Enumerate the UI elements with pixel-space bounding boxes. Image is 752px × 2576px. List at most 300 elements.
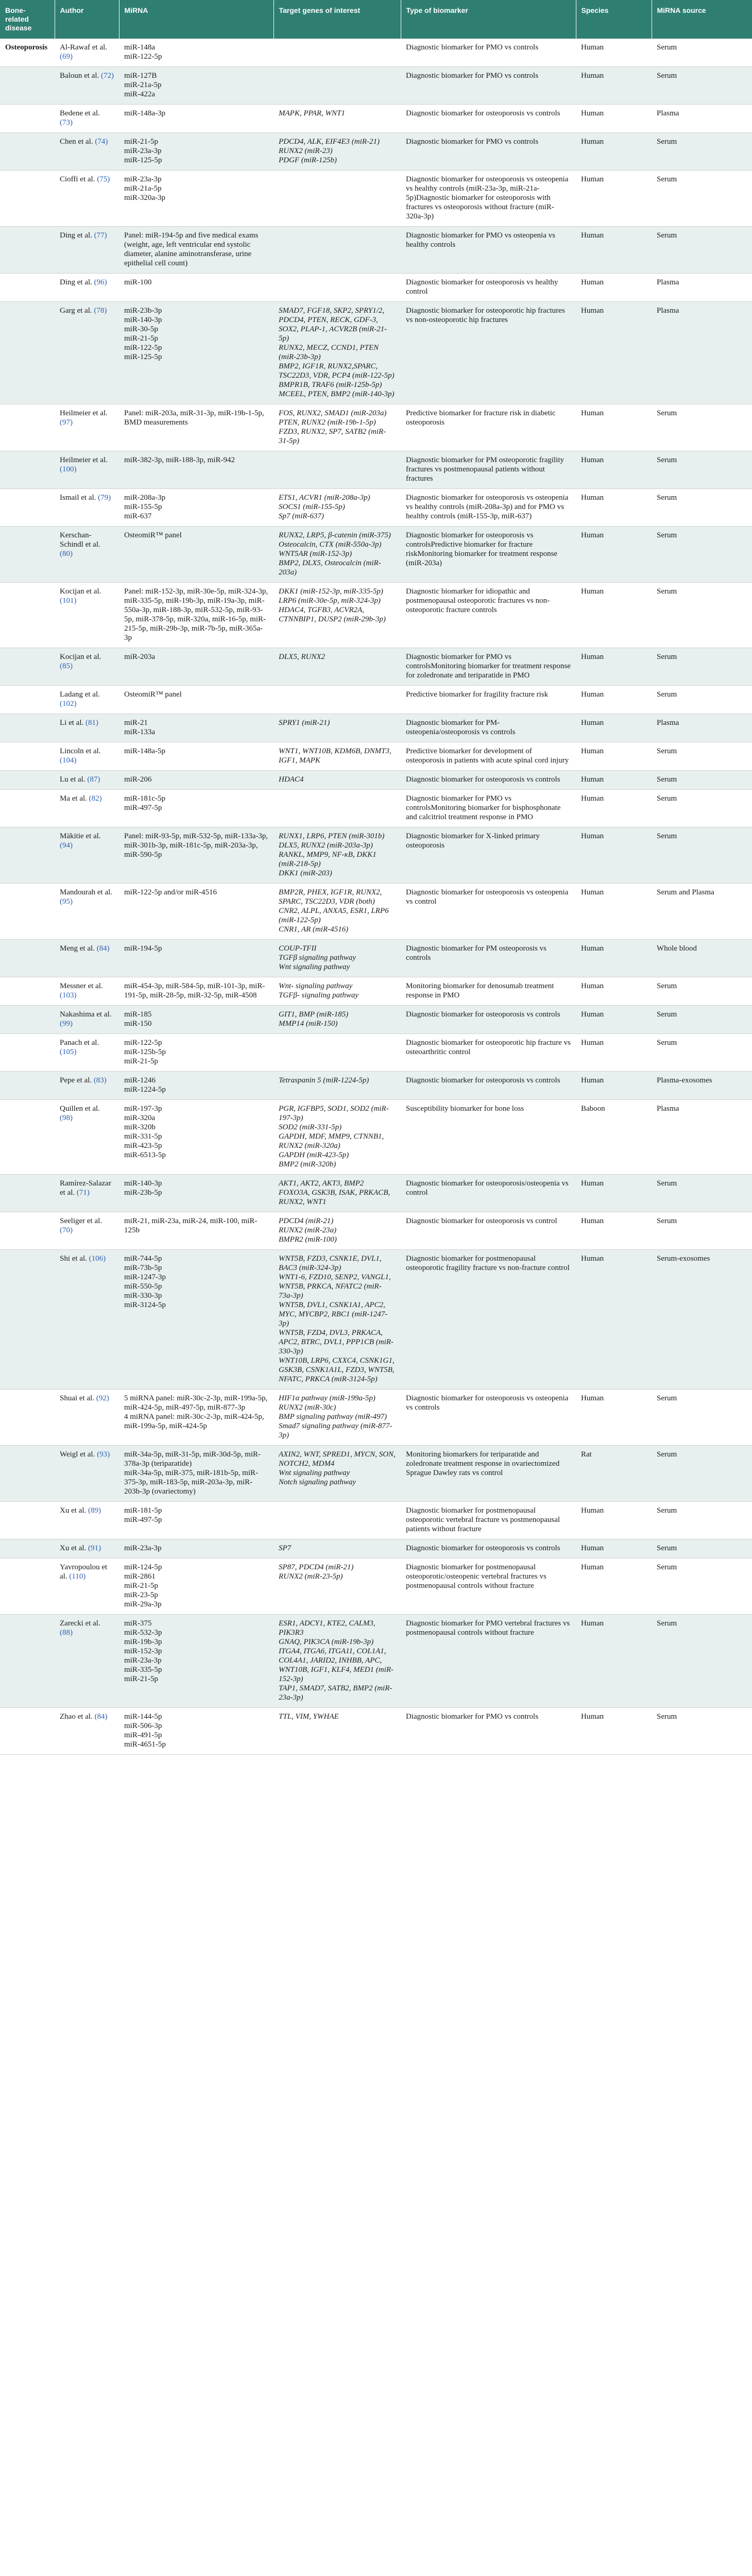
cell-species: Human xyxy=(576,105,652,133)
reference-link[interactable]: (93) xyxy=(97,1450,110,1459)
cell-mirna: miR-206 xyxy=(119,771,274,790)
cell-target-genes xyxy=(274,67,401,105)
cell-mirna: miR-140-3p miR-23b-5p xyxy=(119,1175,274,1212)
table-row xyxy=(0,1389,752,1446)
cell-mirna-source: Serum xyxy=(652,171,752,227)
cell-mirna: miR-122-5p and/or miR-4516 xyxy=(119,884,274,940)
header-author: Author xyxy=(55,0,119,39)
cell-mirna-source: Serum xyxy=(652,489,752,527)
cell-disease xyxy=(0,1708,55,1755)
header-source: MiRNA source xyxy=(652,0,752,39)
cell-mirna: Panel: miR-194-5p and five medical exams (weight, age, left ventricular end systolic diameter, alanine aminotransferase, urine epithelial cell count) xyxy=(119,227,274,274)
cell-target-genes: WNT1, WNT10B, KDM6B, DNMT3, IGF1, MAPK xyxy=(274,742,401,771)
cell-biomarker-type: Predictive biomarker for fragility fracture risk xyxy=(401,686,576,714)
cell-target-genes: BMP2R, PHEX, IGF1R, RUNX2, SPARC, TSC22D3, VDR (both) CNR2, ALPL, ANXA5, ESR1, LRP6 (miR-122-5p) CNR1, AR (miR-4516) xyxy=(274,884,401,940)
reference-link[interactable]: (89) xyxy=(88,1506,101,1515)
table-row xyxy=(0,583,752,648)
author-name: Ma et al. xyxy=(60,794,87,803)
table-row xyxy=(0,1175,752,1212)
cell-mirna: miR-21, miR-23a, miR-24, miR-100, miR-125b xyxy=(119,1212,274,1250)
cell-mirna-source: Serum-exosomes xyxy=(652,1250,752,1389)
author-name: Yavropoulou et al. xyxy=(60,1563,108,1581)
author-name: Ismail et al. xyxy=(60,494,96,502)
cell-author xyxy=(55,1100,119,1175)
cell-mirna-source: Plasma xyxy=(652,302,752,404)
reference-link[interactable]: (84) xyxy=(96,944,110,953)
cell-target-genes: FOS, RUNX2, SMAD1 (miR-203a) PTEN, RUNX2 (miR-19b-1-5p) FZD3, RUNX2, SP7, SATB2 (miR-31-5p) xyxy=(274,404,401,451)
reference-link[interactable]: (87) xyxy=(87,775,100,784)
author-name: Kocijan et al. xyxy=(60,587,101,596)
reference-link[interactable]: (110) xyxy=(69,1572,86,1581)
cell-biomarker-type: Diagnostic biomarker for postmenopausal osteoporotic vertebral fracture vs postmenopausal patients without fracture xyxy=(401,1502,576,1539)
reference-link[interactable]: (80) xyxy=(60,550,73,558)
cell-mirna: 5 miRNA panel: miR-30c-2-3p, miR-199a-5p, miR-424-5p, miR-497-5p, miR-877-3p 4 miRNA panel: miR-30c-2-3p, miR-424-5p, miR-199a-5p, miR-424-5p xyxy=(119,1389,274,1446)
cell-target-genes: COUP-TFII TGFβ signaling pathway Wnt signaling pathway xyxy=(274,940,401,977)
cell-biomarker-type: Predictive biomarker for fracture risk in diabetic osteoporosis xyxy=(401,404,576,451)
table-row xyxy=(0,489,752,527)
cell-disease xyxy=(0,1250,55,1389)
reference-link[interactable]: (77) xyxy=(94,231,107,240)
cell-author xyxy=(55,648,119,686)
cell-biomarker-type: Diagnostic biomarker for PMO vs controlsMonitoring biomarker for treatment response for zoledronate and teriparatide in PMO xyxy=(401,648,576,686)
reference-link[interactable]: (70) xyxy=(60,1226,73,1234)
reference-link[interactable]: (81) xyxy=(85,719,98,727)
reference-link[interactable]: (106) xyxy=(89,1255,106,1263)
cell-disease xyxy=(0,527,55,583)
table-row xyxy=(0,67,752,105)
cell-mirna-source: Serum xyxy=(652,827,752,884)
cell-mirna: miR-194-5p xyxy=(119,940,274,977)
cell-author xyxy=(55,451,119,489)
author-name: Xu et al. xyxy=(60,1544,87,1552)
author-name: Messner et al. xyxy=(60,982,103,990)
cell-target-genes: SP7 xyxy=(274,1539,401,1558)
cell-biomarker-type: Predictive biomarker for development of osteoporosis in patients with acute spinal cord injury xyxy=(401,742,576,771)
header-biomarker: Type of biomarker xyxy=(401,0,576,39)
cell-biomarker-type: Diagnostic biomarker for osteoporosis vs healthy control xyxy=(401,274,576,302)
author-name: Kerschan-Schindl et al. xyxy=(60,531,100,549)
cell-species: Human xyxy=(576,1034,652,1072)
cell-species: Human xyxy=(576,1615,652,1708)
cell-mirna-source: Serum xyxy=(652,404,752,451)
cell-target-genes xyxy=(274,1034,401,1072)
cell-mirna: miR-1246 miR-1224-5p xyxy=(119,1072,274,1100)
cell-biomarker-type: Diagnostic biomarker for osteoporosis vs control xyxy=(401,1212,576,1250)
cell-mirna: miR-148a-3p xyxy=(119,105,274,133)
author-name: Nakashima et al. xyxy=(60,1010,112,1019)
cell-author xyxy=(55,714,119,742)
author-name: Heilmeier et al. xyxy=(60,456,108,464)
cell-target-genes: Tetraspanin 5 (miR-1224-5p) xyxy=(274,1072,401,1100)
cell-biomarker-type: Diagnostic biomarker for PMO vs controls xyxy=(401,39,576,67)
cell-species: Human xyxy=(576,227,652,274)
author-name: Zarecki et al. xyxy=(60,1619,100,1628)
cell-mirna-source: Plasma xyxy=(652,1100,752,1175)
cell-biomarker-type: Diagnostic biomarker for PMO vs controls xyxy=(401,133,576,171)
cell-author xyxy=(55,686,119,714)
table-row xyxy=(0,714,752,742)
reference-link[interactable]: (72) xyxy=(100,72,114,80)
cell-target-genes: SPRY1 (miR-21) xyxy=(274,714,401,742)
cell-disease xyxy=(0,1446,55,1502)
cell-mirna: miR-454-3p, miR-584-5p, miR-101-3p, miR-191-5p, miR-28-5p, miR-32-5p, miR-4508 xyxy=(119,977,274,1006)
table-row xyxy=(0,1558,752,1615)
author-name: Panach et al. xyxy=(60,1039,99,1047)
cell-target-genes: SP87, PDCD4 (miR-21) RUNX2 (miR-23-5p) xyxy=(274,1558,401,1615)
cell-mirna: miR-197-3p miR-320a miR-320b miR-331-5p miR-423-5p miR-6513-5p xyxy=(119,1100,274,1175)
cell-biomarker-type: Diagnostic biomarker for osteoporotic hip fractures vs non-osteoporotic hip fractures xyxy=(401,302,576,404)
cell-disease xyxy=(0,1615,55,1708)
cell-biomarker-type: Diagnostic biomarker for PM osteoporosis vs controls xyxy=(401,940,576,977)
reference-link[interactable]: (105) xyxy=(60,1048,77,1056)
cell-target-genes: DKK1 (miR-152-3p, miR-335-5p) LRP6 (miR-30e-5p, miR-324-3p) HDAC4, TGFB3, ACVR2A, CTNNBIP1, DUSP2 (miR-29b-3p) xyxy=(274,583,401,648)
reference-link[interactable]: (84) xyxy=(94,1713,108,1721)
cell-mirna: Panel: miR-93-5p, miR-532-5p, miR-133a-3p, miR-301b-3p, miR-181c-5p, miR-203a-3p, miR-590-5p xyxy=(119,827,274,884)
author-name: Weigl et al. xyxy=(60,1450,95,1459)
cell-biomarker-type: Diagnostic biomarker for osteoporosis vs controls xyxy=(401,1539,576,1558)
cell-target-genes: DLX5, RUNX2 xyxy=(274,648,401,686)
cell-disease xyxy=(0,1502,55,1539)
cell-species: Human xyxy=(576,1212,652,1250)
author-name: Lincoln et al. xyxy=(60,747,101,755)
cell-biomarker-type: Diagnostic biomarker for osteoporosis vs controlsPredictive biomarker for fracture riskMonitoring biomarker for treatment response (miR-203a) xyxy=(401,527,576,583)
cell-author xyxy=(55,1708,119,1755)
cell-mirna: miR-148a-5p xyxy=(119,742,274,771)
author-name: Kocijan et al. xyxy=(60,653,101,661)
cell-mirna: miR-181c-5p miR-497-5p xyxy=(119,790,274,827)
table-row xyxy=(0,1539,752,1558)
cell-author xyxy=(55,1250,119,1389)
cell-target-genes: RUNX1, LRP6, PTEN (miR-301b) DLX5, RUNX2 (miR-203a-3p) RANKL, MMP9, NF-κB, DKK1 (miR-218-5p) DKK1 (miR-203) xyxy=(274,827,401,884)
table-row xyxy=(0,884,752,940)
cell-target-genes: PDCD4, ALK, EIF4E3 (miR-21) RUNX2 (miR-23) PDGF (miR-125b) xyxy=(274,133,401,171)
cell-species: Human xyxy=(576,451,652,489)
cell-mirna-source: Serum xyxy=(652,648,752,686)
table-row xyxy=(0,742,752,771)
cell-disease xyxy=(0,105,55,133)
cell-species: Human xyxy=(576,1175,652,1212)
cell-biomarker-type: Diagnostic biomarker for PMO vs controls xyxy=(401,1708,576,1755)
cell-author xyxy=(55,67,119,105)
cell-mirna: miR-208a-3p miR-155-5p miR-637 xyxy=(119,489,274,527)
cell-disease xyxy=(0,648,55,686)
author-name: Chen et al. xyxy=(60,138,93,146)
reference-link[interactable]: (83) xyxy=(93,1076,107,1084)
cell-author xyxy=(55,790,119,827)
table-row xyxy=(0,1708,752,1755)
cell-disease xyxy=(0,1006,55,1034)
cell-target-genes: SMAD7, FGF18, SKP2, SPRY1/2, PDCD4, PTEN, RECK, GDF-3, SOX2, PLAP-1, ACVR2B (miR-21-5p) RUNX2, MECZ, CCND1, PTEN (miR-23b-3p) BMP2, IGF1R, RUNX2,SPARC, TSC22D3, VDR, PCP4 (miR-122-5p) BMPR1B, TRAF6 (miR-125b-5p) MCEEL, PTEN, BMP2 (miR-140-3p) xyxy=(274,302,401,404)
cell-species: Human xyxy=(576,404,652,451)
cell-author xyxy=(55,940,119,977)
cell-biomarker-type: Diagnostic biomarker for osteoporosis vs controls xyxy=(401,1006,576,1034)
reference-link[interactable]: (103) xyxy=(60,991,77,999)
cell-mirna: miR-144-5p miR-506-3p miR-491-5p miR-4651-5p xyxy=(119,1708,274,1755)
cell-mirna: OsteomiR™ panel xyxy=(119,527,274,583)
cell-disease xyxy=(0,1212,55,1250)
cell-author xyxy=(55,771,119,790)
cell-disease xyxy=(0,714,55,742)
cell-mirna-source: Serum xyxy=(652,1212,752,1250)
cell-mirna: miR-185 miR-150 xyxy=(119,1006,274,1034)
reference-link[interactable]: (75) xyxy=(97,175,110,183)
author-name: Baloun et al. xyxy=(60,72,99,80)
table-header xyxy=(0,0,752,39)
table-row xyxy=(0,1250,752,1389)
cell-biomarker-type: Diagnostic biomarker for PM osteoporotic fragility fractures vs postmenopausal patients without fractures xyxy=(401,451,576,489)
reference-link[interactable]: (69) xyxy=(60,53,73,61)
reference-link[interactable]: (99) xyxy=(60,1020,73,1028)
table-row xyxy=(0,1502,752,1539)
cell-biomarker-type: Diagnostic biomarker for PM-osteopenia/osteoporosis vs controls xyxy=(401,714,576,742)
cell-disease xyxy=(0,884,55,940)
cell-species: Human xyxy=(576,686,652,714)
reference-link[interactable]: (71) xyxy=(76,1189,90,1197)
cell-mirna-source: Plasma xyxy=(652,714,752,742)
cell-biomarker-type: Diagnostic biomarker for PMO vertebral fractures vs postmenopausal controls without fracture xyxy=(401,1615,576,1708)
cell-species: Human xyxy=(576,1072,652,1100)
cell-target-genes xyxy=(274,171,401,227)
cell-mirna-source: Plasma xyxy=(652,105,752,133)
cell-biomarker-type: Monitoring biomarkers for teriparatide and zoledronate treatment response in ovariectomized Sprague Dawley rats vs control xyxy=(401,1446,576,1502)
table-row xyxy=(0,1615,752,1708)
cell-biomarker-type: Diagnostic biomarker for osteoporotic hip fracture vs osteoarthritic control xyxy=(401,1034,576,1072)
cell-author xyxy=(55,404,119,451)
cell-author xyxy=(55,1558,119,1615)
reference-link[interactable]: (96) xyxy=(94,278,107,286)
cell-target-genes xyxy=(274,1502,401,1539)
cell-mirna-source: Serum xyxy=(652,1502,752,1539)
reference-link[interactable]: (102) xyxy=(60,700,77,708)
cell-author xyxy=(55,884,119,940)
table-row xyxy=(0,827,752,884)
cell-species: Human xyxy=(576,742,652,771)
table-row xyxy=(0,790,752,827)
cell-target-genes: PGR, IGFBP5, SOD1, SOD2 (miR-197-3p) SOD2 (miR-331-5p) GAPDH, MDF, MMP9, CTNNB1, RUNX2 (miR-320a) GAPDH (miR-423-5p) BMP2 (miR-320b) xyxy=(274,1100,401,1175)
cell-species: Human xyxy=(576,67,652,105)
cell-mirna-source: Serum xyxy=(652,686,752,714)
table-row xyxy=(0,1034,752,1072)
cell-author xyxy=(55,1539,119,1558)
cell-author xyxy=(55,583,119,648)
cell-species: Human xyxy=(576,827,652,884)
cell-species: Human xyxy=(576,133,652,171)
cell-species: Human xyxy=(576,790,652,827)
reference-link[interactable]: (79) xyxy=(98,494,111,502)
table-row xyxy=(0,105,752,133)
table-row xyxy=(0,1212,752,1250)
reference-link[interactable]: (85) xyxy=(60,662,73,670)
cell-author xyxy=(55,742,119,771)
cell-disease xyxy=(0,489,55,527)
cell-target-genes xyxy=(274,39,401,67)
table-row xyxy=(0,527,752,583)
cell-mirna: miR-23b-3p miR-140-3p miR-30-5p miR-21-5p miR-122-5p miR-125-5p xyxy=(119,302,274,404)
cell-mirna-source: Serum xyxy=(652,771,752,790)
cell-species: Human xyxy=(576,1558,652,1615)
table-row xyxy=(0,977,752,1006)
cell-mirna: miR-21 miR-133a xyxy=(119,714,274,742)
cell-biomarker-type: Diagnostic biomarker for osteoporosis vs controls xyxy=(401,771,576,790)
cell-target-genes: HDAC4 xyxy=(274,771,401,790)
cell-target-genes xyxy=(274,451,401,489)
author-name: Shuai et al. xyxy=(60,1394,95,1402)
table-row xyxy=(0,940,752,977)
cell-mirna-source: Serum xyxy=(652,742,752,771)
cell-disease xyxy=(0,404,55,451)
header-mirna: MiRNA xyxy=(119,0,274,39)
cell-mirna-source: Serum and Plasma xyxy=(652,884,752,940)
cell-mirna-source: Serum xyxy=(652,1708,752,1755)
reference-link[interactable]: (101) xyxy=(60,597,77,605)
cell-mirna-source: Plasma-exosomes xyxy=(652,1072,752,1100)
author-name: Mäkitie et al. xyxy=(60,832,101,840)
author-name: Shi et al. xyxy=(60,1255,87,1263)
cell-mirna-source: Serum xyxy=(652,583,752,648)
cell-biomarker-type: Monitoring biomarker for denosumab treatment response in PMO xyxy=(401,977,576,1006)
cell-author xyxy=(55,39,119,67)
cell-species: Human xyxy=(576,1389,652,1446)
cell-disease xyxy=(0,742,55,771)
cell-biomarker-type: Diagnostic biomarker for osteoporosis vs controls xyxy=(401,105,576,133)
cell-disease xyxy=(0,227,55,274)
table-row xyxy=(0,39,752,67)
cell-mirna: miR-148a miR-122-5p xyxy=(119,39,274,67)
cell-mirna-source: Serum xyxy=(652,527,752,583)
reference-link[interactable]: (95) xyxy=(60,897,73,906)
cell-mirna: miR-34a-5p, miR-31-5p, miR-30d-5p, miR-378a-3p (teriparatide) miR-34a-5p, miR-375, miR-181b-5p, miR-375-3p, miR-183-5p, miR-203a-3p, miR-203b-3p (ovariectomy) xyxy=(119,1446,274,1502)
author-name: Ding et al. xyxy=(60,278,92,286)
cell-target-genes: RUNX2, LRP5, β-catenin (miR-375) Osteocalcin, CTX (miR-550a-3p) WNT5AR (miR-152-3p) BMP2, DLX5, Osteocalcin (miR-203a) xyxy=(274,527,401,583)
reference-link[interactable]: (94) xyxy=(60,841,73,850)
cell-mirna-source: Whole blood xyxy=(652,940,752,977)
cell-mirna: miR-375 miR-532-3p miR-19b-3p miR-152-3p miR-23a-3p miR-335-5p miR-21-5p xyxy=(119,1615,274,1708)
cell-target-genes xyxy=(274,686,401,714)
table-row xyxy=(0,1100,752,1175)
cell-disease xyxy=(0,67,55,105)
cell-biomarker-type: Diagnostic biomarker for PMO vs controls xyxy=(401,67,576,105)
cell-target-genes: PDCD4 (miR-21) RUNX2 (miR-23a) BMPR2 (miR-100) xyxy=(274,1212,401,1250)
table-row xyxy=(0,227,752,274)
cell-author xyxy=(55,302,119,404)
cell-disease xyxy=(0,827,55,884)
author-name: Seeliger et al. xyxy=(60,1217,102,1225)
cell-target-genes: GIT1, BMP (miR-185) MMP14 (miR-150) xyxy=(274,1006,401,1034)
reference-link[interactable]: (73) xyxy=(60,118,73,127)
cell-mirna: miR-23a-3p miR-21a-5p miR-320a-3p xyxy=(119,171,274,227)
reference-link[interactable]: (91) xyxy=(88,1544,101,1552)
cell-mirna-source: Serum xyxy=(652,227,752,274)
cell-author xyxy=(55,227,119,274)
cell-biomarker-type: Diagnostic biomarker for osteoporosis vs osteopenia vs controls xyxy=(401,1389,576,1446)
cell-author xyxy=(55,274,119,302)
reference-link[interactable]: (104) xyxy=(60,756,77,765)
table-row xyxy=(0,1446,752,1502)
reference-link[interactable]: (74) xyxy=(95,138,108,146)
cell-species: Human xyxy=(576,489,652,527)
cell-mirna-source: Serum xyxy=(652,1175,752,1212)
reference-link[interactable]: (97) xyxy=(60,418,73,427)
cell-species: Human xyxy=(576,274,652,302)
cell-biomarker-type: Diagnostic biomarker for osteoporosis/osteopenia vs control xyxy=(401,1175,576,1212)
cell-disease xyxy=(0,274,55,302)
cell-mirna: OsteomiR™ panel xyxy=(119,686,274,714)
reference-link[interactable]: (82) xyxy=(89,794,102,803)
table-row xyxy=(0,302,752,404)
cell-author xyxy=(55,105,119,133)
table-row xyxy=(0,1072,752,1100)
cell-disease xyxy=(0,790,55,827)
cell-mirna: miR-203a xyxy=(119,648,274,686)
cell-species: Human xyxy=(576,714,652,742)
author-name: Garg et al. xyxy=(60,307,92,315)
cell-author xyxy=(55,527,119,583)
reference-link[interactable]: (100) xyxy=(60,465,77,473)
cell-mirna-source: Serum xyxy=(652,977,752,1006)
cell-mirna-source: Serum xyxy=(652,1034,752,1072)
cell-biomarker-type: Susceptibility biomarker for bone loss xyxy=(401,1100,576,1175)
cell-mirna: miR-744-5p miR-73b-5p miR-1247-3p miR-550-5p miR-330-3p miR-3124-5p xyxy=(119,1250,274,1389)
author-name: Ramírez-Salazar et al. xyxy=(60,1179,111,1197)
header-disease: Bone-related disease xyxy=(0,0,55,39)
cell-mirna-source: Serum xyxy=(652,1006,752,1034)
cell-species: Human xyxy=(576,1539,652,1558)
cell-biomarker-type: Diagnostic biomarker for postmenopausal osteoporotic/osteopenic vertebral fractures vs postmenopausal controls without fracture xyxy=(401,1558,576,1615)
cell-biomarker-type: Diagnostic biomarker for osteoporosis vs osteopenia vs healthy controls (miR-23a-3p, miR-21a-5p)Diagnostic biomarker for osteoporosis with fractures vs osteoporosis without fracture (miR-320a-3p) xyxy=(401,171,576,227)
cell-mirna: miR-122-5p miR-125b-5p miR-21-5p xyxy=(119,1034,274,1072)
cell-species: Human xyxy=(576,527,652,583)
cell-mirna: miR-21-5p miR-23a-3p miR-125-5p xyxy=(119,133,274,171)
table-row xyxy=(0,171,752,227)
cell-author xyxy=(55,489,119,527)
header-species: Species xyxy=(576,0,652,39)
cell-mirna-source: Serum xyxy=(652,1446,752,1502)
cell-biomarker-type: Diagnostic biomarker for osteoporosis vs controls xyxy=(401,1072,576,1100)
cell-disease: Osteoporosis xyxy=(0,39,55,67)
cell-target-genes: ETS1, ACVR1 (miR-208a-3p) SOCS1 (miR-155-5p) Sp7 (miR-637) xyxy=(274,489,401,527)
cell-mirna: miR-382-3p, miR-188-3p, miR-942 xyxy=(119,451,274,489)
table-row xyxy=(0,648,752,686)
table-row xyxy=(0,771,752,790)
cell-species: Human xyxy=(576,884,652,940)
cell-species: Human xyxy=(576,1250,652,1389)
cell-author xyxy=(55,1212,119,1250)
reference-link[interactable]: (78) xyxy=(94,307,107,315)
author-name: Quillen et al. xyxy=(60,1105,100,1113)
cell-target-genes: HIF1α pathway (miR-199a-5p) RUNX2 (miR-30c) BMP signaling pathway (miR-497) Smad7 signaling pathway (miR-877-3p) xyxy=(274,1389,401,1446)
cell-mirna-source: Serum xyxy=(652,39,752,67)
table-body xyxy=(0,39,752,1755)
author-name: Mandourah et al. xyxy=(60,888,113,896)
cell-author xyxy=(55,1615,119,1708)
reference-link[interactable]: (92) xyxy=(96,1394,109,1402)
cell-species: Human xyxy=(576,771,652,790)
cell-species: Human xyxy=(576,648,652,686)
cell-disease xyxy=(0,686,55,714)
cell-disease xyxy=(0,171,55,227)
author-name: Bedene et al. xyxy=(60,109,100,117)
cell-mirna-source: Serum xyxy=(652,133,752,171)
cell-species: Baboon xyxy=(576,1100,652,1175)
cell-disease xyxy=(0,1389,55,1446)
cell-author xyxy=(55,1389,119,1446)
cell-disease xyxy=(0,940,55,977)
cell-biomarker-type: Diagnostic biomarker for PMO vs osteopenia vs healthy controls xyxy=(401,227,576,274)
reference-link[interactable]: (98) xyxy=(60,1114,73,1122)
cell-biomarker-type: Diagnostic biomarker for postmenopausal osteoporotic fragility fracture vs non-fracture control xyxy=(401,1250,576,1389)
reference-link[interactable]: (88) xyxy=(60,1629,73,1637)
cell-disease xyxy=(0,583,55,648)
